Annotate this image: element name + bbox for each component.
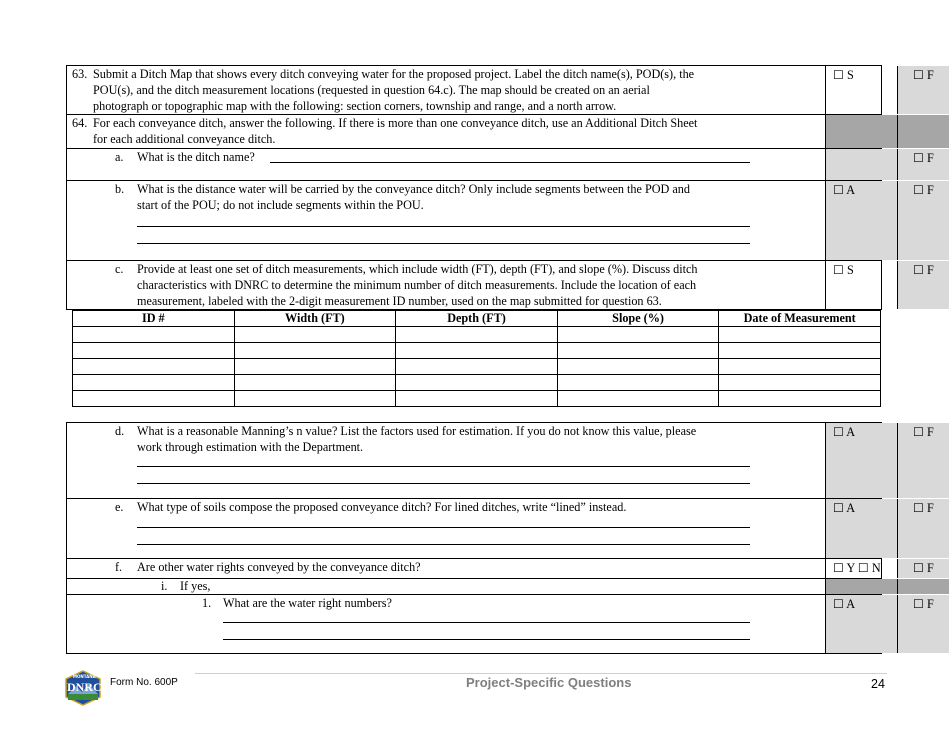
table-cell[interactable] bbox=[73, 375, 235, 391]
question-letter: f. bbox=[115, 560, 123, 574]
question-letter: c. bbox=[115, 262, 124, 276]
question-text-line: characteristics with DNRC to determine the minimum number of ditch measurements. Include the location of each bbox=[137, 278, 697, 292]
status-cell-s bbox=[825, 559, 898, 578]
table-cell[interactable] bbox=[557, 391, 719, 407]
question-64fi1-row bbox=[66, 594, 934, 654]
table-cell[interactable] bbox=[73, 343, 235, 359]
question-64-row bbox=[66, 114, 882, 149]
table-cell[interactable] bbox=[73, 327, 235, 343]
answer-line[interactable] bbox=[137, 226, 750, 227]
answer-line[interactable] bbox=[137, 527, 750, 528]
table-cell[interactable] bbox=[396, 359, 558, 375]
question-text-line: photograph or topographic map with the following: section corners, township and range, and a north arrow. bbox=[93, 99, 617, 113]
status-cell-s bbox=[825, 499, 898, 558]
checkbox-a[interactable]: ☐ A bbox=[833, 183, 856, 197]
answer-line[interactable] bbox=[137, 243, 750, 244]
table-cell[interactable] bbox=[557, 359, 719, 375]
table-cell[interactable] bbox=[234, 327, 396, 343]
table-row bbox=[73, 375, 881, 391]
checkbox-s[interactable]: ☐ S bbox=[833, 263, 854, 277]
table-cell[interactable] bbox=[719, 359, 881, 375]
answer-line[interactable] bbox=[270, 162, 750, 163]
question-letter: b. bbox=[115, 182, 125, 196]
status-cell-f bbox=[897, 66, 949, 114]
question-number: 1. bbox=[202, 596, 212, 610]
table-cell[interactable] bbox=[396, 343, 558, 359]
question-text-line: What is the distance water will be carried by the conveyance ditch? Only include segments between the POD and bbox=[137, 182, 690, 196]
question-text-line: for each additional conveyance ditch. bbox=[93, 132, 276, 146]
answer-line[interactable] bbox=[137, 483, 750, 484]
checkbox-yes-no[interactable]: ☐ Y ☐ N bbox=[833, 561, 881, 575]
question-text-line: start of the POU; do not include segments within the POU. bbox=[137, 198, 424, 212]
footer-rule bbox=[195, 673, 887, 674]
table-cell[interactable] bbox=[719, 391, 881, 407]
question-text-line: What type of soils compose the proposed conveyance ditch? For lined ditches, write “lined” instead. bbox=[137, 500, 627, 514]
answer-line[interactable] bbox=[137, 544, 750, 545]
status-cell-s bbox=[825, 579, 898, 594]
checkbox-s[interactable]: ☐ S bbox=[833, 68, 854, 82]
question-number: i. bbox=[161, 579, 168, 593]
status-cell-f bbox=[897, 261, 949, 309]
question-64c-row bbox=[66, 260, 934, 310]
question-letter: a. bbox=[115, 150, 124, 164]
page-number: 24 bbox=[871, 677, 885, 691]
table-cell[interactable] bbox=[557, 327, 719, 343]
question-64fi-row bbox=[66, 578, 882, 595]
question-64b-row bbox=[66, 180, 934, 261]
column-header: ID # bbox=[73, 311, 235, 327]
question-64a-row bbox=[66, 148, 934, 181]
question-text: What are the water right numbers? bbox=[223, 596, 392, 610]
footer-title: Project-Specific Questions bbox=[466, 675, 632, 690]
table-cell[interactable] bbox=[396, 391, 558, 407]
status-cell-f bbox=[897, 181, 949, 260]
form-number: Form No. 600P bbox=[110, 677, 178, 688]
question-letter: d. bbox=[115, 424, 125, 438]
status-cell-f bbox=[897, 559, 949, 578]
question-text-line: Provide at least one set of ditch measurements, which include width (FT), depth (FT), and slope (%). Discuss ditch bbox=[137, 262, 698, 276]
status-cell-s bbox=[825, 66, 898, 114]
question-text-line: work through estimation with the Department. bbox=[137, 440, 364, 454]
checkbox-f[interactable]: ☐ F bbox=[913, 597, 934, 611]
checkbox-a[interactable]: ☐ A bbox=[833, 597, 856, 611]
status-cell-f bbox=[897, 423, 949, 498]
question-number: 64. bbox=[72, 116, 88, 130]
status-cell-s bbox=[825, 115, 898, 148]
logo-text: DNRC bbox=[67, 680, 102, 694]
measurement-table bbox=[72, 310, 881, 407]
question-text: Are other water rights conveyed by the conveyance ditch? bbox=[137, 560, 421, 574]
question-text: What is the ditch name? bbox=[137, 150, 255, 164]
checkbox-f[interactable]: ☐ F bbox=[913, 501, 934, 515]
table-cell[interactable] bbox=[719, 375, 881, 391]
question-text-line: For each conveyance ditch, answer the following. If there is more than one conveyance ditch, use an Additional Ditch Sheet bbox=[93, 116, 698, 130]
logo-top-text: MONTANA bbox=[73, 674, 96, 679]
table-cell[interactable] bbox=[396, 375, 558, 391]
status-cell-f bbox=[897, 499, 949, 558]
answer-line[interactable] bbox=[137, 466, 750, 467]
answer-line[interactable] bbox=[223, 639, 750, 640]
status-cell-f bbox=[897, 595, 949, 653]
table-row bbox=[73, 359, 881, 375]
status-cell-f bbox=[897, 579, 949, 594]
table-row bbox=[73, 327, 881, 343]
status-cell-s bbox=[825, 423, 898, 498]
status-cell-s bbox=[825, 261, 898, 309]
checkbox-f[interactable]: ☐ F bbox=[913, 183, 934, 197]
question-text-line: Submit a Ditch Map that shows every ditch conveying water for the proposed project. Label the ditch name(s), POD(s), the bbox=[93, 67, 695, 81]
question-64d-row bbox=[66, 422, 934, 499]
checkbox-f[interactable]: ☐ F bbox=[913, 425, 934, 439]
checkbox-f[interactable]: ☐ F bbox=[913, 151, 934, 165]
checkbox-f[interactable]: ☐ F bbox=[913, 68, 934, 82]
question-text-line: measurement, labeled with the 2-digit measurement ID number, used on the map submitted for question 63. bbox=[137, 294, 662, 308]
question-text-line: What is a reasonable Manning’s n value? List the factors used for estimation. If you do not know this value, please bbox=[137, 424, 697, 438]
column-header: Slope (%) bbox=[557, 311, 719, 327]
status-cell-s bbox=[825, 595, 898, 653]
question-64f-row bbox=[66, 558, 934, 579]
table-cell[interactable] bbox=[73, 359, 235, 375]
status-cell-s bbox=[825, 181, 898, 260]
column-header: Date of Measurement bbox=[719, 311, 881, 327]
table-cell[interactable] bbox=[234, 343, 396, 359]
checkbox-f[interactable]: ☐ F bbox=[913, 561, 934, 575]
table-cell[interactable] bbox=[557, 343, 719, 359]
table-cell[interactable] bbox=[719, 327, 881, 343]
dnrc-logo bbox=[64, 670, 102, 706]
table-cell[interactable] bbox=[73, 391, 235, 407]
checkbox-f[interactable]: ☐ F bbox=[913, 263, 934, 277]
table-row bbox=[73, 391, 881, 407]
table-header-row bbox=[73, 311, 881, 327]
column-header: Depth (FT) bbox=[396, 311, 558, 327]
table-row bbox=[73, 343, 881, 359]
table-cell[interactable] bbox=[234, 375, 396, 391]
question-64e-row bbox=[66, 498, 934, 559]
status-cell-s bbox=[825, 149, 898, 180]
question-63-row bbox=[66, 65, 934, 115]
status-cell-f bbox=[897, 149, 949, 180]
table-cell[interactable] bbox=[719, 343, 881, 359]
table-cell[interactable] bbox=[557, 375, 719, 391]
table-cell[interactable] bbox=[396, 327, 558, 343]
table-cell[interactable] bbox=[234, 391, 396, 407]
checkbox-a[interactable]: ☐ A bbox=[833, 425, 856, 439]
answer-line[interactable] bbox=[223, 622, 750, 623]
column-header: Width (FT) bbox=[234, 311, 396, 327]
checkbox-a[interactable]: ☐ A bbox=[833, 501, 856, 515]
question-letter: e. bbox=[115, 500, 124, 514]
question-text-line: POU(s), and the ditch measurement locations (requested in question 64.c). The map should be created on an aerial bbox=[93, 83, 650, 97]
question-text: If yes, bbox=[180, 579, 211, 593]
question-number: 63. bbox=[72, 67, 88, 81]
status-cell-f bbox=[897, 115, 949, 148]
table-cell[interactable] bbox=[234, 359, 396, 375]
